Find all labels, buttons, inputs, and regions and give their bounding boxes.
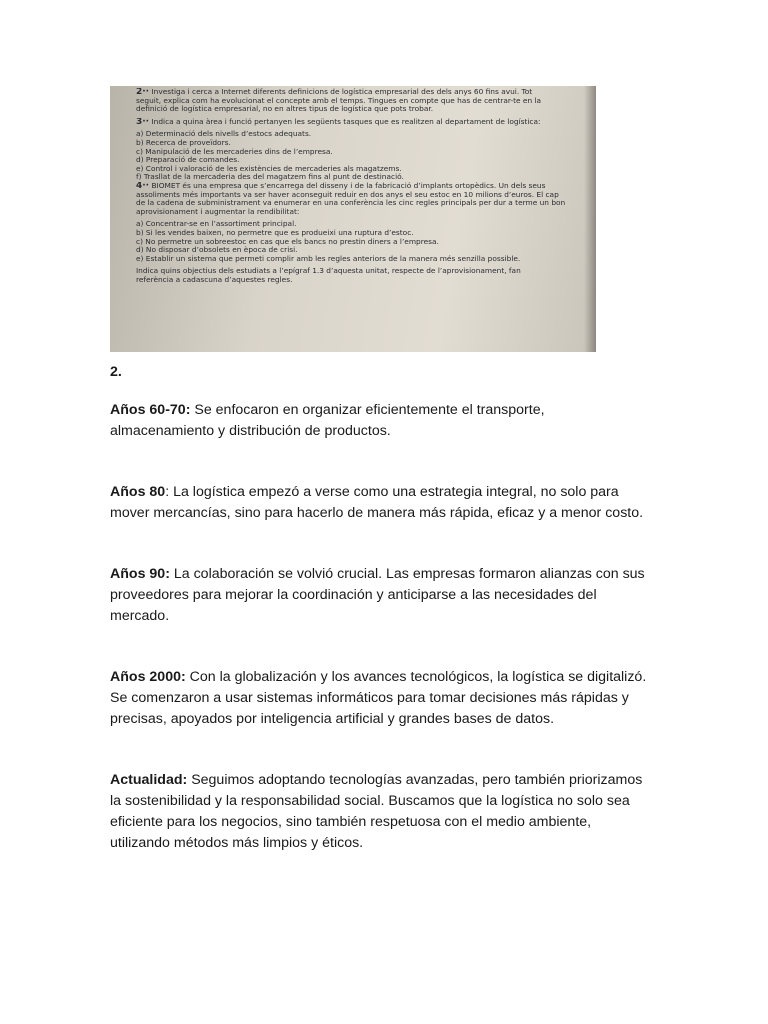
paragraph-text: Se enfocaron en organizar eficientemente el transporte, almacenamiento y distribución de productos. [110,402,545,439]
photo-line: c) Manipulació de les mercaderies dins de l’empresa. [136,147,333,156]
photo-line: 3·· Indica a quina àrea i funció pertanyen les següents tasques que es realitzen al departament de logística: [136,117,541,127]
paragraph-90 [110,564,650,627]
photo-line: e) Control i valoració de les existències de mercaderies als magatzems. [136,164,402,173]
question-number: 2. [110,364,122,380]
photo-line: definició de logística empresarial, no en altres tipus de logística que pots trobar. [136,105,434,114]
photo-line: a) Determinació dels nivells d’estocs adequats. [136,130,312,139]
photo-line: a) Concentrar-se en l’assortiment principal. [136,220,297,229]
photo-line: de la cadena de subministrament va enumerar en una conferència les cinc regles principals per dur a terme un bon [136,199,566,208]
photo-line: Indica quins objectius dels estudiats a l’epígraf 1.3 d’aquesta unitat, respecte de l’aprovisionament, fan [136,267,521,276]
photo-line: 4·· BIOMET és una empresa que s’encarrega del disseny i de la fabricació d’implants ortopèdics. Un dels seus [136,181,546,191]
photo-line: b) Recerca de proveïdors. [136,138,231,147]
photo-line: seguit, explica com ha evolucionat el concepte amb el temps. Tingues en compte que has de centrar-te en la [136,96,542,105]
paragraph-2000 [110,667,650,730]
textbook-text [136,86,588,284]
paragraph-60-70 [110,400,650,442]
photo-line: c) No permetre un sobreestoc en cas que els bancs no prestin diners a l’empresa. [136,237,439,246]
paragraph-80 [110,482,650,524]
paragraph-label: Años 2000: [110,669,186,685]
paragraph-text: Con la globalización y los avances tecnológicos, la logística se digitalizó. Se comenzaron a usar sistemas informáticos para tomar decisiones más rápidas y precisas, apoyados por inteligencia artificial y grandes bases de datos. [110,669,647,727]
photo-line: referència a cadascuna d’aquestes regles. [136,275,293,284]
paragraph-actualidad [110,770,650,854]
photo-line: e) Establir un sistema que permeti complir amb les regles anteriors de la manera més senzilla possible. [136,254,521,263]
paragraph-label: Años 80 [110,484,166,500]
paragraph-text: Seguimos adoptando tecnologías avanzadas, pero también priorizamos la sostenibilidad y la responsabilidad social. Buscamos que la logística no solo sea eficiente para los negocios, sino también respetuosa con el medio ambiente, utilizando métodos más limpios y éticos. [110,772,643,851]
photo-line: 2·· Investiga i cerca a Internet diferents definicions de logística empresarial des dels anys 60 fins avui. Tot [136,88,533,97]
textbook-photo [110,86,596,352]
paragraph-label: Actualidad: [110,772,188,788]
page-shadow [584,86,596,352]
photo-line: assoliments més importants va ser haver aconseguit reduir en dos anys el seu estoc en 10 milions d’euros. El cap [136,190,559,199]
photo-line: f) Trasllat de la mercaderia des del magatzem fins al punt de destinació. [136,173,404,182]
paragraph-label: Años 90: [110,566,170,582]
paragraph-label: Años 60-70: [110,402,191,418]
photo-line: aprovisionament i augmentar la rendibilitat: [136,207,300,216]
photo-line: d) No disposar d’obsolets en època de crisi. [136,246,298,255]
paragraph-text: La colaboración se volvió crucial. Las empresas formaron alianzas con sus proveedores para mejorar la coordinación y anticiparse a las necesidades del mercado. [110,566,645,624]
paragraph-text: : La logística empezó a verse como una estrategia integral, no solo para mover mercancías, sino para hacerlo de manera más rápida, eficaz y a menor costo. [110,484,644,521]
answer-content [110,362,650,894]
photo-line: b) Si les vendes baixen, no permetre que es produeixi una ruptura d’estoc. [136,228,414,237]
photo-line: d) Preparació de comandes. [136,156,240,165]
